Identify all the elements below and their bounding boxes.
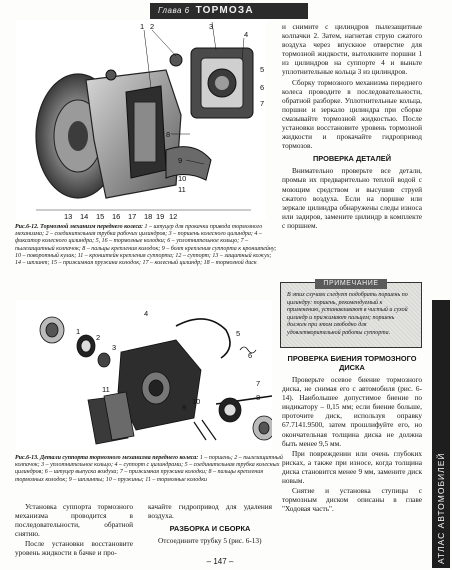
- parts-callout-1: 1: [76, 327, 81, 336]
- note-text: В этих случаях следует подобрать поршень по цилиндру: поршень, рекомендуемый к применению, устанавливают в чистый и сухой цилиндр и прижимают пальцем; поршень должен при этом свободно для удовлетворительной работы суппорта.: [287, 292, 408, 336]
- chapter-label: Глава 6: [158, 6, 190, 15]
- figure-6-13-caption-title: Рис.6-13. Детали суппорта тормозного механизма переднего колеса:: [15, 455, 199, 461]
- brake-assembly-illustration: [16, 20, 266, 220]
- parts-callout-2: 2: [96, 333, 101, 342]
- right-paragraph-1: и снимите с цилиндров пылезащитные колпачки 2. Затем, нагнетая струю сжатого воздуха через впускное отверстие для тормозной жидкости, вытолкните поршни 1 из цилиндров на суппорте 4 и выньте уплотнительные кольца 3 из цилиндров.: [282, 22, 422, 77]
- right-paragraph-3: Внимательно проверьте все детали, промыв их предварительно теплой водой с моющим средством и высушив струей сжатого воздуха. Если на поршне или зеркале цилиндра обнаружены следы износа или задиров, замените цилиндр в комплекте с поршнем.: [282, 166, 422, 230]
- callout-2: 2: [150, 22, 155, 31]
- page-number-value: 147: [213, 557, 227, 566]
- figure-6-13-caption-text: 1 – поршень; 2 – пылезащитный колпачок; 3 – уплотнительное кольцо; 4 – суппорт с цилиндрами; 5 – соединительная трубка колесных цилиндров; 6 – штуцер выпуска воздуха; 7 – прижимная пружина колодки; 8 – пальцы крепления тормозных колодок; 9 – шплинты; 10 – пружины; 11 – тормозные колодки: [15, 455, 283, 483]
- callout-11: 11: [178, 185, 186, 194]
- right-paragraph-6: Снятие и установка ступицы с тормозным диском описаны в главе "Ходовая часть".: [282, 486, 422, 514]
- right-paragraph-5: При повреждении или очень глубоких рисках, а также при износе, когда толщина диска становится менее 9 мм, замените диск новым.: [282, 448, 422, 486]
- chapter-title: ТОРМОЗА: [195, 5, 254, 16]
- section-heading-disassembly: РАЗБОРКА И СБОРКА: [169, 524, 251, 534]
- figure-6-12-caption: [15, 224, 277, 267]
- callout-5: 5: [260, 65, 265, 74]
- callout-1: 1: [140, 22, 145, 31]
- parts-callout-4: 4: [144, 309, 149, 318]
- callout-18: 18: [144, 212, 153, 220]
- right-column-text-top: [282, 22, 422, 231]
- side-tab-label: АТЛАС АВТОМОБИЛЕЙ: [436, 452, 446, 564]
- section-heading-disc-runout: ПРОВЕРКА БИЕНИЯ ТОРМОЗНОГО ДИСКА: [287, 354, 417, 372]
- figure-6-13: [16, 300, 272, 450]
- figure-6-13-caption: [15, 455, 283, 484]
- left-paragraph-1: Установка суппорта тормозного механизма проводится в последовательности, обратной снятию.: [15, 502, 133, 539]
- callout-6: 6: [260, 83, 265, 92]
- figure-6-12: [16, 20, 266, 220]
- section-heading-parts-check: ПРОВЕРКА ДЕТАЛЕЙ: [312, 154, 392, 164]
- note-box: [280, 282, 422, 348]
- parts-callout-8: 8: [256, 393, 261, 402]
- callout-10: 10: [178, 174, 187, 183]
- page-number: – 147 –: [206, 557, 234, 566]
- callout-16: 16: [112, 212, 121, 220]
- callout-15: 15: [96, 212, 105, 220]
- chapter-header: [150, 3, 308, 19]
- parts-callout-7: 7: [256, 379, 261, 388]
- middle-paragraph-1: качайте гидропривод для удаления воздуха.: [148, 502, 272, 521]
- callout-9: 9: [178, 156, 183, 165]
- callout-12: 12: [169, 212, 178, 220]
- middle-column-text: [148, 502, 272, 546]
- right-paragraph-2: Сборку тормозного механизма переднего колеса проводите в последовательности, обратной разборке. Уплотнительные кольца, поршни и зеркало цилиндра при сборке смазывайте тормозной жидкостью. После установки восстановите уровень тормозной жидкости и прокачайте гидропривод тормозов.: [282, 77, 422, 151]
- left-paragraph-2: После установки восстановите уровень жидкости в бачке и про-: [15, 539, 133, 558]
- callout-8: 8: [166, 130, 171, 139]
- parts-callout-11: 11: [102, 385, 110, 394]
- right-paragraph-4: Проверьте осевое биение тормозного диска, не снимая его с автомобиля (рис. 6-14). Наибольшее допустимое биение по индикатору – 0,15 мм; если биение больше, проточите диск, используя оправку 67.7141.9500, затем прошлифуйте его, но окончательная толщина диска не должна быть менее 9,5 мм.: [282, 375, 422, 448]
- right-column-text-bottom: [282, 350, 422, 514]
- parts-callout-6: 6: [248, 351, 253, 360]
- left-column-text: [15, 502, 133, 559]
- callout-19: 19: [156, 212, 165, 220]
- callout-13: 13: [64, 212, 73, 220]
- note-title: ПРИМЕЧАНИЕ: [315, 279, 387, 289]
- callout-17: 17: [128, 212, 137, 220]
- callout-3: 3: [209, 22, 214, 31]
- parts-callout-10: 10: [192, 397, 201, 406]
- side-tab: [432, 300, 450, 568]
- callout-14: 14: [80, 212, 89, 220]
- middle-paragraph-2: Отсоедините трубку 5 (рис. 6-13): [158, 536, 262, 546]
- parts-callout-5: 5: [236, 329, 241, 338]
- parts-callout-3: 3: [112, 343, 117, 352]
- callout-4: 4: [244, 30, 249, 39]
- caliper-parts-illustration: [16, 300, 272, 450]
- figure-6-12-caption-title: Рис.6-12. Тормозной механизм переднего колеса:: [15, 224, 143, 230]
- figure-6-12-caption-text: 1 – штуцер для прокачки привода тормозного механизма; 2 – соединительная трубка рабочих цилиндров; 3 – поршень колесного цилиндра; 4 – фиксатор колесного цилиндра; 5, 16 – тормозные колодки; 6 – уплотнительное кольцо; 7 – пылезащитный колпачок; 8 – пальцы крепления колодок; 9 – болт крепления суппорта к кронштейну; 10 – поворотный кулак; 11 – кронштейн крепления суппорта; 12 – суппорт; 13 – защитный кожух; 14 – шплинт; 15 – прижимная пружина колодок; 17 – колесный цилиндр; 18 – тормозной диск: [15, 224, 277, 267]
- callout-7: 7: [260, 99, 265, 108]
- parts-callout-9: 9: [182, 403, 187, 412]
